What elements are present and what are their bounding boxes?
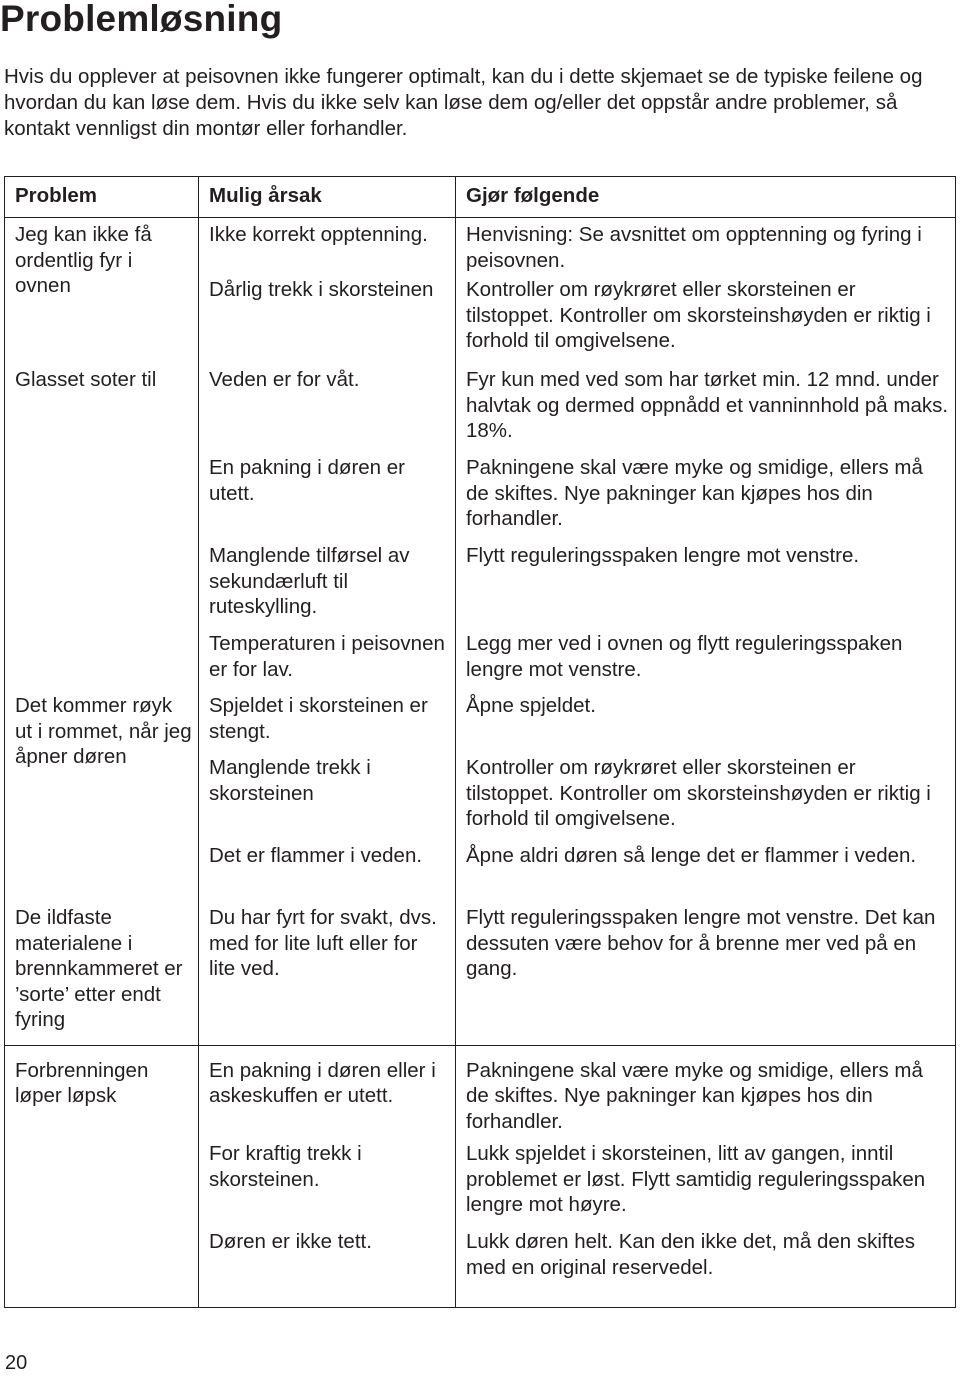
action-cell: Flytt reguleringsspaken lengre mot venstre. Det kan dessuten være behov for å brenne mer ved på en gang. (456, 901, 956, 1045)
table-row (5, 1045, 956, 1137)
action-cell: Pakningene skal være myke og smidige, ellers må de skiftes. Nye pakninger kan kjøpes hos din forhandler. (456, 1045, 956, 1137)
problem-cell: Jeg kan ikke få ordentlig fyr i ovnen (15, 223, 152, 297)
action-cell: Lukk spjeldet i skorsteinen, litt av gangen, inntil problemet er løst. Flytt samtidig reguleringsspaken lengre mot høyre. (456, 1137, 956, 1225)
cause-cell: En pakning i døren er utett. (199, 451, 456, 539)
problem-cell: Glasset soter til (15, 368, 157, 391)
cause-cell: Spjeldet i skorsteinen er stengt. (199, 689, 456, 751)
problem-cell: De ildfaste materialene i brennkammeret er ’sorte’ etter endt fyring (15, 906, 183, 1031)
table-row (5, 363, 956, 451)
table-row (5, 689, 956, 751)
cause-cell: For kraftig trekk i skorsteinen. (199, 1137, 456, 1225)
table-header-row (5, 177, 956, 218)
table-row (5, 901, 956, 1045)
cause-cell: Døren er ikke tett. (199, 1225, 456, 1308)
cause-cell: Det er flammer i veden. (199, 839, 456, 901)
cause-cell: Veden er for våt. (199, 363, 456, 451)
problem-cell: Det kommer røyk ut i rommet, når jeg åpner døren (15, 694, 192, 768)
cause-cell: Ikke korrekt opptenning. (199, 218, 456, 274)
action-cell: Åpne spjeldet. (456, 689, 956, 751)
cause-cell: Dårlig trekk i skorsteinen (199, 273, 456, 363)
table-row (5, 218, 956, 274)
intro-paragraph: Hvis du opplever at peisovnen ikke fungerer optimalt, kan du i dette skjemaet se de typiske feilene og hvordan du kan løse dem. Hvis du ikke selv kan løse dem og/eller det oppstår andre problemer, så kontakt vennligst din montør eller forhandler. (4, 65, 923, 140)
action-cell: Lukk døren helt. Kan den ikke det, må den skiftes med en original reservedel. (456, 1225, 956, 1308)
action-cell: Flytt reguleringsspaken lengre mot venstre. (456, 539, 956, 627)
action-cell: Kontroller om røykrøret eller skorsteinen er tilstoppet. Kontroller om skorsteinshøyden er riktig i forhold til omgivelsene. (456, 751, 956, 839)
action-cell: Henvisning: Se avsnittet om opptenning og fyring i peisovnen. (456, 218, 956, 274)
header-action: Gjør følgende (456, 177, 956, 218)
action-cell: Kontroller om røykrøret eller skorsteinen er tilstoppet. Kontroller om skorsteinshøyden er riktig i forhold til omgivelsene. (456, 273, 956, 363)
action-cell: Fyr kun med ved som har tørket min. 12 mnd. under halvtak og dermed oppnådd et vanninnhold på maks. 18%. (456, 363, 956, 451)
header-cause: Mulig årsak (199, 177, 456, 218)
cause-cell: Temperaturen i peisovnen er for lav. (199, 627, 456, 689)
page-title: Problemløsning (0, 0, 283, 39)
cause-cell: En pakning i døren eller i askeskuffen er utett. (199, 1045, 456, 1137)
cause-cell: Manglende tilførsel av sekundærluft til ruteskylling. (199, 539, 456, 627)
action-cell: Legg mer ved i ovnen og flytt reguleringsspaken lengre mot venstre. (456, 627, 956, 689)
action-cell: Åpne aldri døren så lenge det er flammer i veden. (456, 839, 956, 901)
troubleshooting-table (4, 176, 956, 1308)
header-problem: Problem (5, 177, 199, 218)
page-number: 20 (5, 1352, 28, 1374)
problem-cell: Forbrenningen løper løpsk (15, 1058, 149, 1107)
cause-cell: Du har fyrt for svakt, dvs. med for lite luft eller for lite ved. (199, 901, 456, 1045)
action-cell: Pakningene skal være myke og smidige, ellers må de skiftes. Nye pakninger kan kjøpes hos din forhandler. (456, 451, 956, 539)
cause-cell: Manglende trekk i skorsteinen (199, 751, 456, 839)
